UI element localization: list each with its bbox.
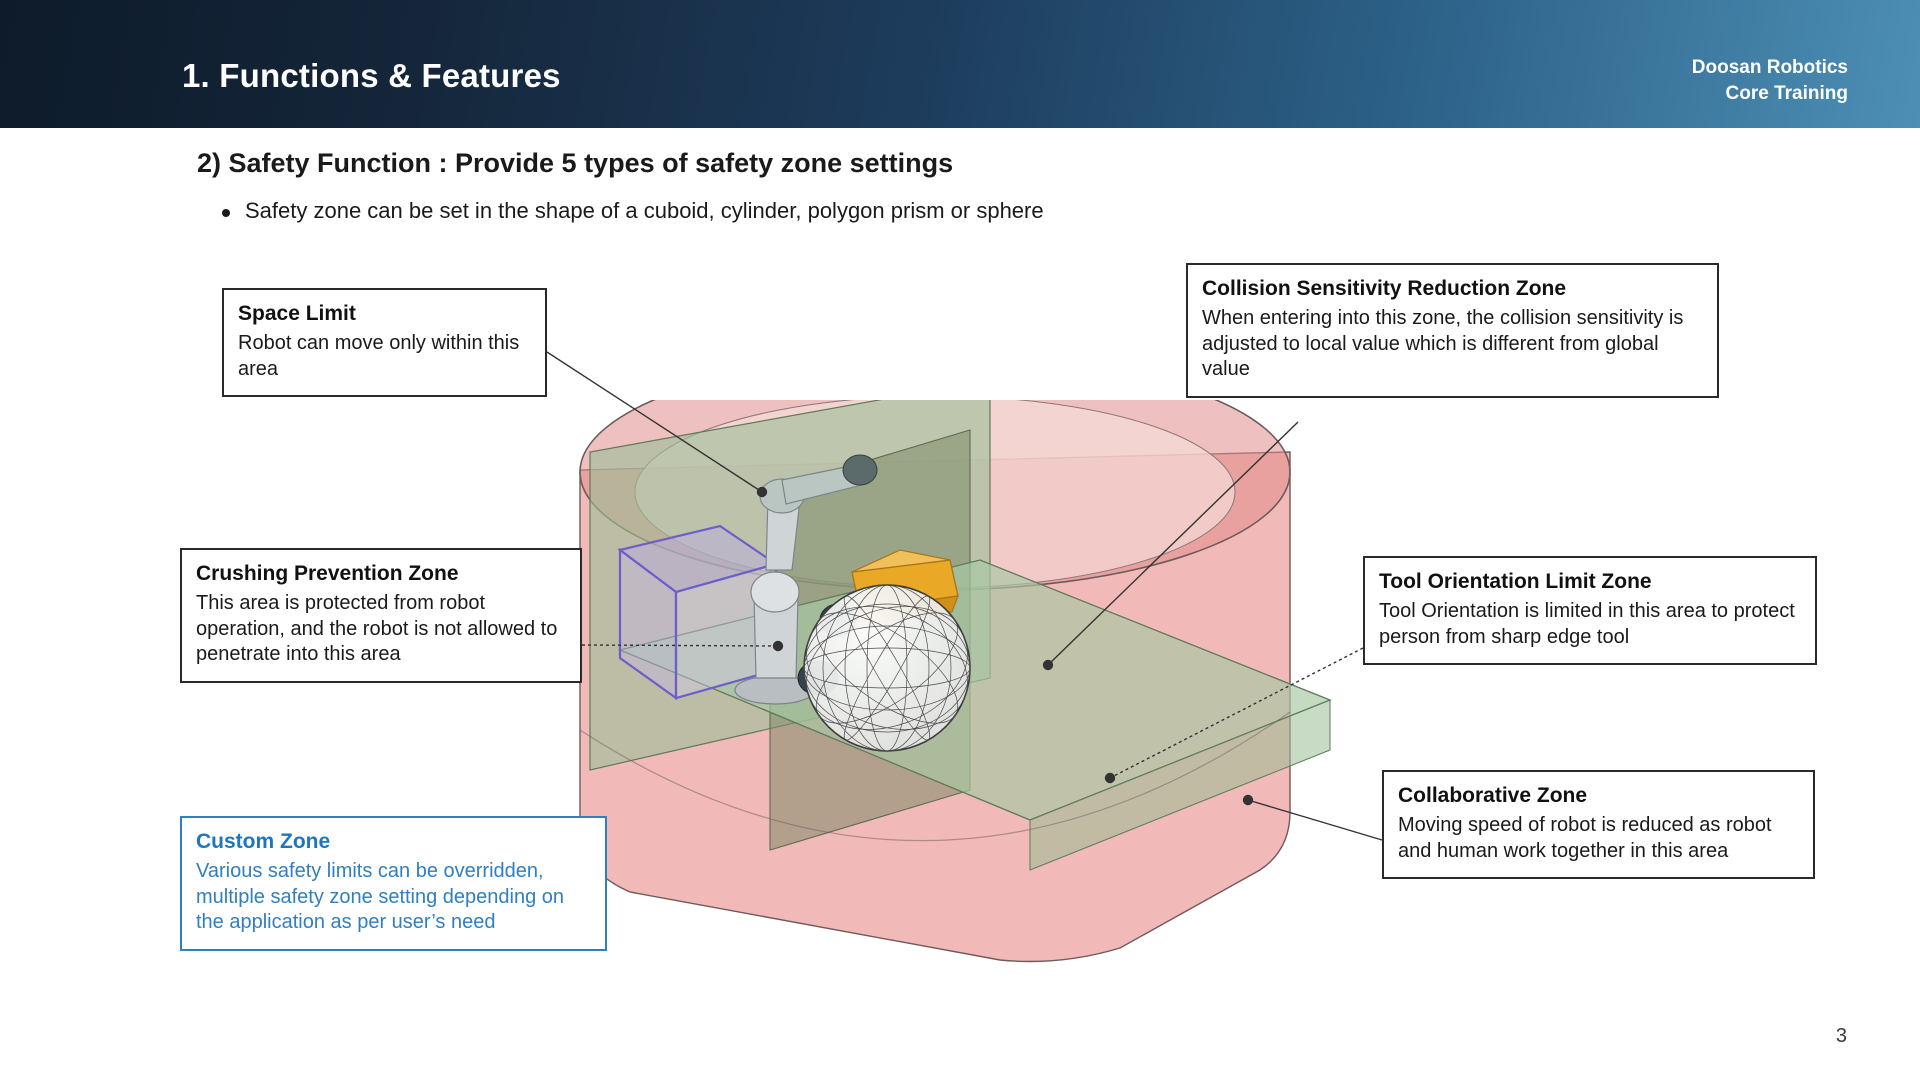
callout-title: Crushing Prevention Zone [196, 562, 459, 585]
page-number: 3 [1835, 1025, 1847, 1047]
callout-body: Tool Orientation is limited in this area to protect person from sharp edge tool [1379, 600, 1795, 648]
callout-body: Robot can move only within this area [238, 332, 520, 380]
callout-title: Custom Zone [196, 830, 331, 853]
callout-collaborative-zone [1382, 770, 1815, 879]
callout-body: Moving speed of robot is reduced as robot and human work together in this area [1398, 814, 1772, 862]
brand-block [1692, 55, 1848, 107]
callout-title: Tool Orientation Limit Zone [1379, 570, 1652, 593]
bullet-item [222, 198, 1044, 224]
brand-line-1: Doosan Robotics [1691, 57, 1848, 78]
page-title: 1. Functions & Features [182, 57, 561, 94]
callout-tool-orientation-limit-zone [1363, 556, 1817, 665]
bullet-text: Safety zone can be set in the shape of a cuboid, cylinder, polygon prism or sphere [245, 198, 1044, 223]
brand-line-2: Core Training [1725, 83, 1848, 105]
callout-body: When entering into this zone, the collision sensitivity is adjusted to local value which is different from global value [1202, 307, 1684, 381]
purple-cuboid-crushing-zone [620, 526, 776, 698]
callout-body: This area is protected from robot operation, and the robot is not allowed to penetrate into this area [196, 592, 558, 666]
slide-header [0, 0, 1920, 128]
callout-body: Various safety limits can be overridden, multiple safety zone setting depending on the application as per user’s need [196, 860, 565, 934]
bullet-dot-icon [222, 209, 230, 217]
callout-crushing-prevention-zone [180, 548, 582, 683]
safety-zone-figure [560, 400, 1350, 1000]
callout-title: Collaborative Zone [1398, 784, 1588, 807]
callout-collision-sensitivity-reduction-zone [1186, 263, 1719, 398]
callout-title: Collision Sensitivity Reduction Zone [1202, 277, 1567, 300]
section-heading: 2) Safety Function : Provide 5 types of safety zone settings [197, 148, 954, 178]
callout-custom-zone [180, 816, 607, 951]
callout-space-limit [222, 288, 547, 397]
callout-title: Space Limit [238, 302, 356, 325]
